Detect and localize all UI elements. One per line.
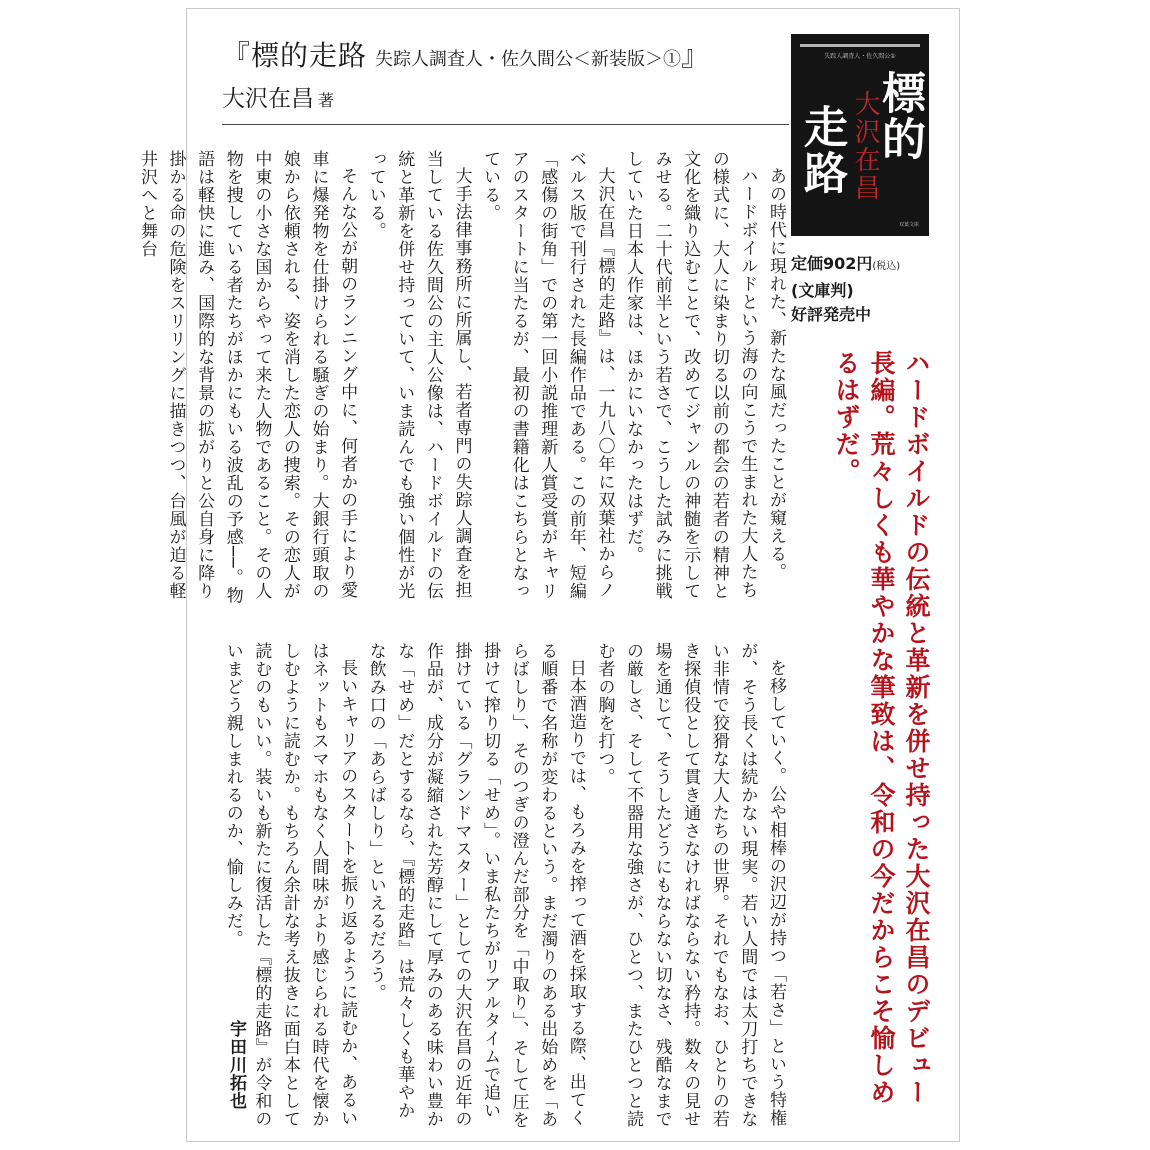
- book-title-close: 』: [681, 39, 710, 72]
- review-paragraph: 大手法律事務所に所属し、若者専門の失踪人調査を担当している佐久間公の主人公像は、ハードボイルドの伝統と革新を併せ持っていて、いま読んでも強い個性が光っている。: [365, 150, 472, 600]
- review-column-bottom: [222, 642, 790, 1130]
- reviewer-signature: 宇田川拓也: [226, 1020, 246, 1110]
- cover-author: 大沢在昌: [850, 90, 880, 202]
- review-column-top: [136, 150, 790, 612]
- cover-title-left: 走路: [796, 104, 847, 196]
- cover-publisher: 双葉文庫: [898, 222, 919, 228]
- format-text: (文庫判): [791, 281, 854, 300]
- review-paragraph: あの時代に現れた、新たな風だったことが窺える。: [766, 167, 786, 581]
- author-suffix: 著: [318, 91, 335, 110]
- cover-top-bar: [800, 44, 920, 47]
- author-name: 大沢在昌: [222, 86, 314, 112]
- price-tax-note: (税込): [872, 261, 901, 272]
- review-paragraph: ハードボイルドという海の向こうで生まれた大人たちの様式に、大人に染まり切る以前の都会の若者の精神と文化を織り込むことで、改めてジャンルの神髄を示してみせる。二十代前半という若さで、こうした試みに挑戦していた日本人作家は、ほかにいなかったはずだ。: [623, 150, 758, 600]
- availability-text: 好評発売中: [791, 305, 872, 324]
- price-text: 定価902円: [791, 254, 873, 273]
- catchphrase: ハードボイルドの伝統と革新を併せ持った大沢在昌のデビュー長編。荒々しくも華やかな筆致は、令和の今だからこそ愉しめるはずだ。: [832, 350, 931, 1106]
- book-title: [222, 34, 709, 74]
- cover-title-right: 標的: [874, 70, 925, 162]
- review-paragraph: 大沢在昌『標的走路』は、一九八〇年に双葉社からノベルス版で刊行された長編作品である。この前年、短編「感傷の街角」での第一回小説推理新人賞受賞がキャリアのスタートに当たるが、最初の書籍化はこちらとなっている。: [480, 150, 615, 600]
- book-subtitle: 失踪人調査人・佐久間公＜新装版＞①: [375, 49, 682, 70]
- book-cover-image: [791, 34, 929, 236]
- review-paragraph: そんな公が朝のランニング中に、何者かの手により愛車に爆発物を仕掛けられる騒ぎの始まり。大銀行頭取の娘から依頼される、姿を消した恋人の捜索。その恋人が中東の小さな国からやって来た人物であること。その人物を捜している者たちがほかにもいる波乱の予感──。物語は軽快に進み、国際的な背景の拡がりと公自身に降り掛かる命の危険をスリリングに描きつつ、台風が迫る軽井沢へと舞台: [136, 150, 358, 605]
- header-divider: [222, 124, 789, 125]
- book-title-main: 『標的走路: [222, 39, 368, 72]
- author-byline: [222, 80, 334, 113]
- cover-kicker: 失踪人調査人・佐久間公①: [824, 53, 896, 60]
- review-paragraph: を移していく。公や相棒の沢辺が持つ「若さ」という特権が、そう長くは続かない現実。若い人間では太刀打ちできない非情で狡猾な大人たちの世界。それでもなお、ひとりの若き探偵役として貫き通さなければならない矜持。数々の見せ場を通じて、そうしたどうにもならない切なさ、残酷なまでの厳しさ、そして不器用な強さが、ひとつ、またひとつと読む者の胸を打つ。: [594, 642, 786, 1128]
- review-paragraph: 日本酒造りでは、もろみを搾って酒を採取する際、出てくる順番で名称が変わるという。まだ濁りのある出始めを「あらばしり」、そのつぎの澄んだ部分を「中取り」、そして圧を掛けて搾り切る「せめ」。いま私たちがリアルタイムで追い掛けている「グランドマスター」としての大沢在昌の近年の作品が、成分が凝縮された芳醇にして厚みのある味わい豊かな「せめ」だとするなら、『標的走路』は荒々しくも華やかな飲み口の「あらばしり」といえるだろう。: [365, 642, 586, 1129]
- review-paragraph: 長いキャリアのスタートを振り返るように読むか、あるいはネットもスマホもなく人間味がより感じられる時代を懐かしむように読むか。もちろん余計な考え抜きに面白本として読むのもいい。装いも新たに復活した『標的走路』が令和のいまどう親しまれるのか、愉しみだ。: [222, 642, 358, 1128]
- price-info: [791, 252, 900, 327]
